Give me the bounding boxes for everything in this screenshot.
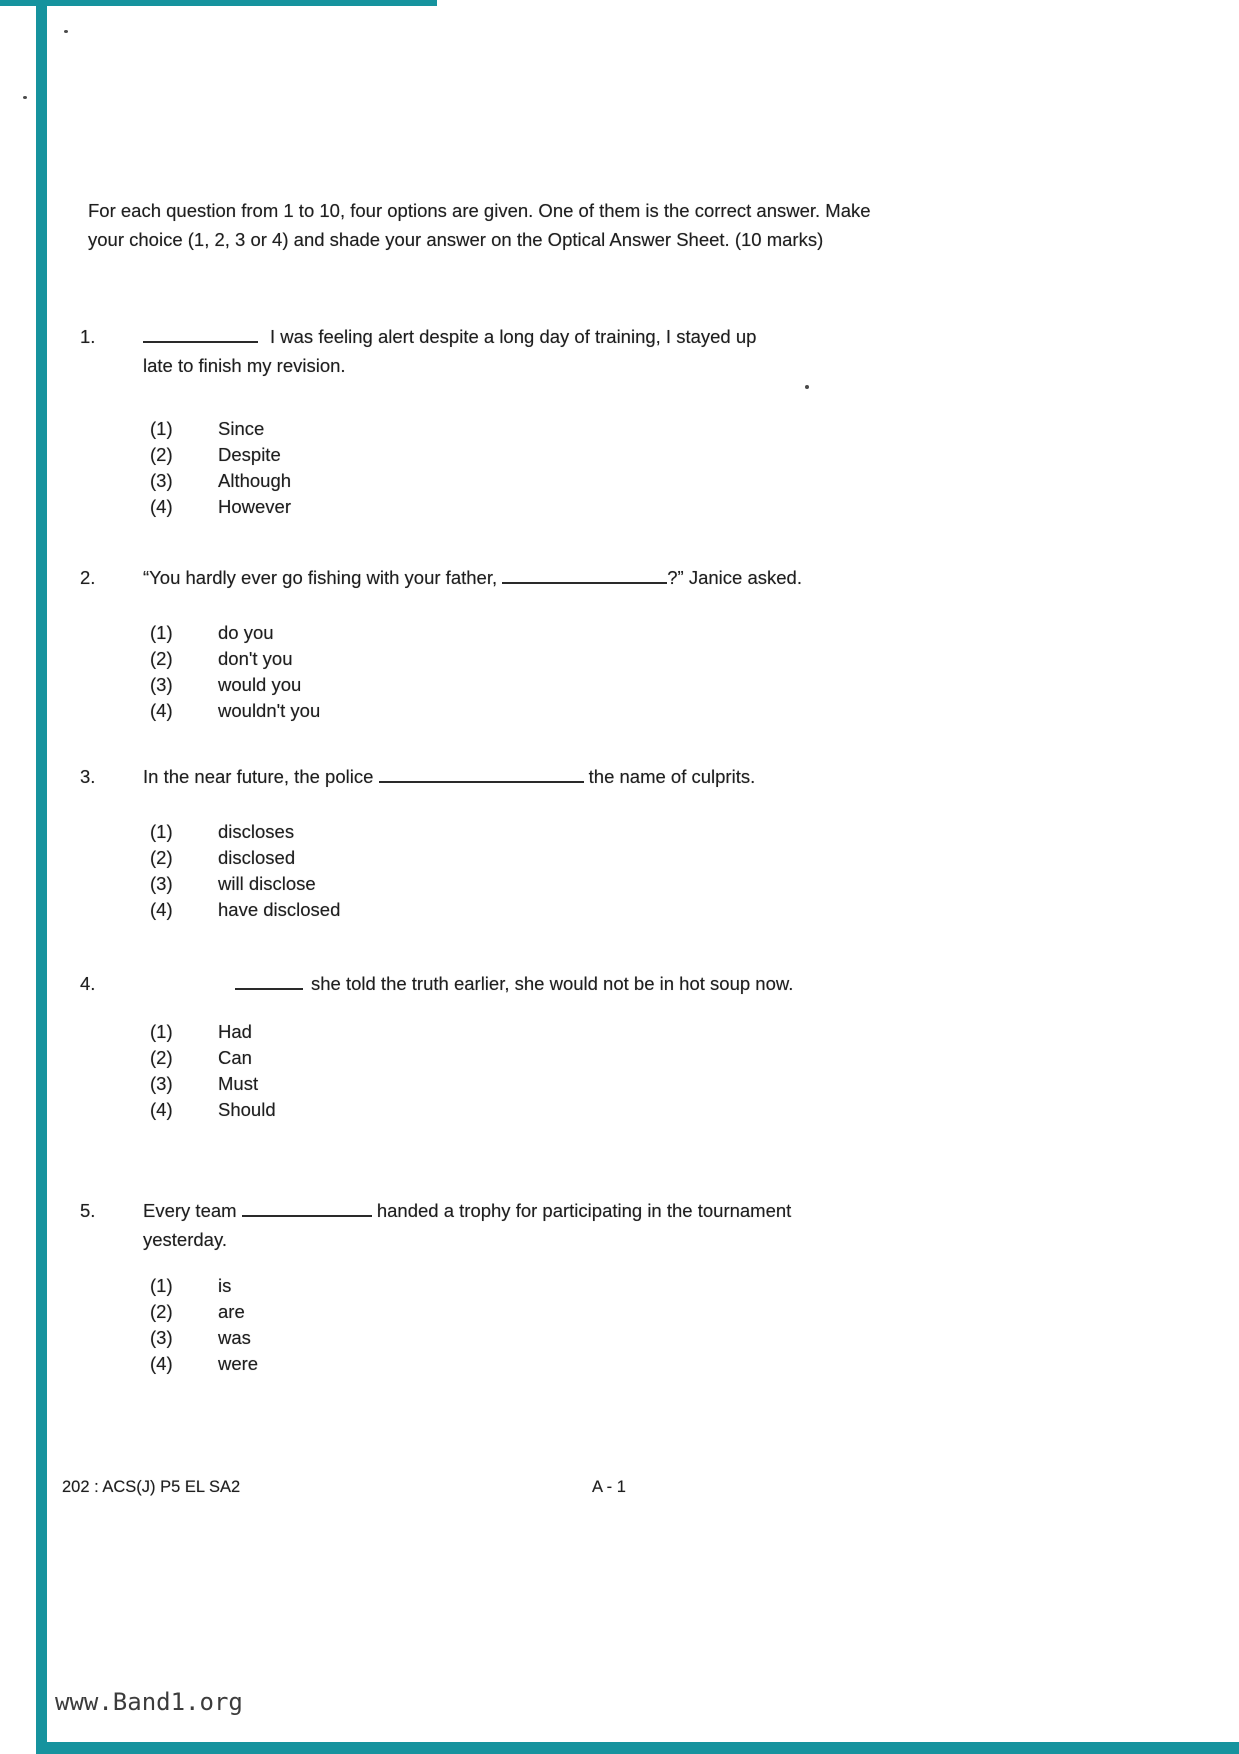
answer-blank <box>235 984 303 990</box>
options-list <box>143 416 1050 520</box>
question-item <box>80 762 1050 923</box>
option-row <box>143 494 1050 520</box>
question-text-segment: “You hardly ever go fishing with your father, <box>143 567 503 588</box>
page-border-bottom <box>36 1742 1239 1754</box>
option-text: do you <box>218 622 274 643</box>
question-text-continued: yesterday. <box>143 1229 227 1250</box>
option-text: Must <box>218 1073 259 1094</box>
questions-list <box>80 322 1050 1377</box>
option-label: (3) <box>150 470 173 491</box>
option-label: (1) <box>150 1275 173 1296</box>
option-row <box>143 1325 1050 1351</box>
option-label: (1) <box>150 622 173 643</box>
options-list <box>143 1019 1050 1123</box>
spacer <box>258 342 270 343</box>
option-text: discloses <box>218 821 295 842</box>
option-label: (3) <box>150 1073 173 1094</box>
answer-blank <box>379 777 584 783</box>
question-text <box>143 563 1050 592</box>
page-footer <box>62 1478 1182 1497</box>
option-text: will disclose <box>218 873 316 894</box>
option-text: Can <box>218 1047 252 1068</box>
instructions-line: For each question from 1 to 10, four options are given. One of them is the correct answer. Make <box>88 200 871 221</box>
scan-artifact-dot <box>23 96 27 99</box>
option-text: Since <box>218 418 265 439</box>
option-row <box>143 845 1050 871</box>
question-item <box>80 969 1050 1123</box>
option-row <box>143 1097 1050 1123</box>
question-text-segment: she told the truth earlier, she would not be in hot soup now. <box>311 973 794 994</box>
question-text <box>143 1196 1050 1225</box>
option-label: (2) <box>150 1301 173 1322</box>
option-label: (1) <box>150 1021 173 1042</box>
question-number: 3. <box>80 766 96 787</box>
question-text <box>143 762 1050 791</box>
question-text-segment: the name of culprits. <box>583 766 756 787</box>
option-text: wouldn't you <box>218 700 321 721</box>
options-list <box>143 620 1050 724</box>
option-row <box>143 1299 1050 1325</box>
option-label: (4) <box>150 496 173 517</box>
option-row <box>143 819 1050 845</box>
option-label: (4) <box>150 1353 173 1374</box>
question-item <box>80 322 1050 520</box>
page-border-top <box>0 0 437 6</box>
option-label: (3) <box>150 873 173 894</box>
option-row <box>143 1019 1050 1045</box>
question-text <box>143 322 1050 351</box>
option-text: would you <box>218 674 302 695</box>
answer-blank <box>502 578 667 584</box>
option-label: (1) <box>150 418 173 439</box>
question-text-continued: late to finish my revision. <box>143 355 346 376</box>
spacer <box>143 989 235 990</box>
question-item <box>80 563 1050 724</box>
option-label: (2) <box>150 1047 173 1068</box>
option-row <box>143 620 1050 646</box>
answer-blank <box>242 1211 372 1217</box>
answer-blank <box>143 337 258 343</box>
page-number: A - 1 <box>592 1478 626 1496</box>
option-row <box>143 416 1050 442</box>
question-text-segment: In the near future, the police <box>143 766 379 787</box>
option-label: (3) <box>150 674 173 695</box>
option-label: (2) <box>150 648 173 669</box>
option-row <box>143 672 1050 698</box>
option-text: However <box>218 496 291 517</box>
option-row <box>143 1351 1050 1377</box>
option-row <box>143 1273 1050 1299</box>
option-row <box>143 897 1050 923</box>
question-number: 4. <box>80 973 96 994</box>
page-border-left <box>36 0 47 1754</box>
option-row <box>143 871 1050 897</box>
question-text-segment: Every team <box>143 1200 242 1221</box>
option-row <box>143 698 1050 724</box>
option-text: don't you <box>218 648 293 669</box>
option-row <box>143 1045 1050 1071</box>
exam-page <box>80 196 1050 1377</box>
option-row <box>143 442 1050 468</box>
question-text <box>143 969 1050 998</box>
option-label: (4) <box>150 1099 173 1120</box>
question-text-segment: ?” Janice asked. <box>667 567 802 588</box>
option-text: are <box>218 1301 245 1322</box>
question-text-segment: handed a trophy for participating in the tournament <box>371 1200 792 1221</box>
option-text: Had <box>218 1021 252 1042</box>
instructions-line: your choice (1, 2, 3 or 4) and shade your answer on the Optical Answer Sheet. (10 marks) <box>88 229 824 250</box>
question-item <box>80 1196 1050 1377</box>
option-row <box>143 646 1050 672</box>
option-text: is <box>218 1275 232 1296</box>
document-code: 202 : ACS(J) P5 EL SA2 <box>62 1478 241 1496</box>
option-label: (1) <box>150 821 173 842</box>
option-text: Should <box>218 1099 276 1120</box>
options-list <box>143 1273 1050 1377</box>
option-label: (4) <box>150 899 173 920</box>
option-label: (3) <box>150 1327 173 1348</box>
option-text: Although <box>218 470 292 491</box>
option-text: Despite <box>218 444 281 465</box>
option-label: (2) <box>150 444 173 465</box>
question-number: 1. <box>80 326 96 347</box>
question-text-segment: I was feeling alert despite a long day of training, I stayed up <box>270 326 757 347</box>
option-text: have disclosed <box>218 899 341 920</box>
option-row <box>143 468 1050 494</box>
question-number: 5. <box>80 1200 96 1221</box>
option-text: were <box>218 1353 259 1374</box>
option-label: (2) <box>150 847 173 868</box>
scan-artifact-dot <box>64 30 68 33</box>
options-list <box>143 819 1050 923</box>
option-label: (4) <box>150 700 173 721</box>
option-text: disclosed <box>218 847 296 868</box>
option-row <box>143 1071 1050 1097</box>
watermark-url: www.Band1.org <box>55 1688 243 1716</box>
spacer <box>303 989 311 990</box>
instructions <box>80 196 1050 254</box>
option-text: was <box>218 1327 251 1348</box>
question-number: 2. <box>80 567 96 588</box>
